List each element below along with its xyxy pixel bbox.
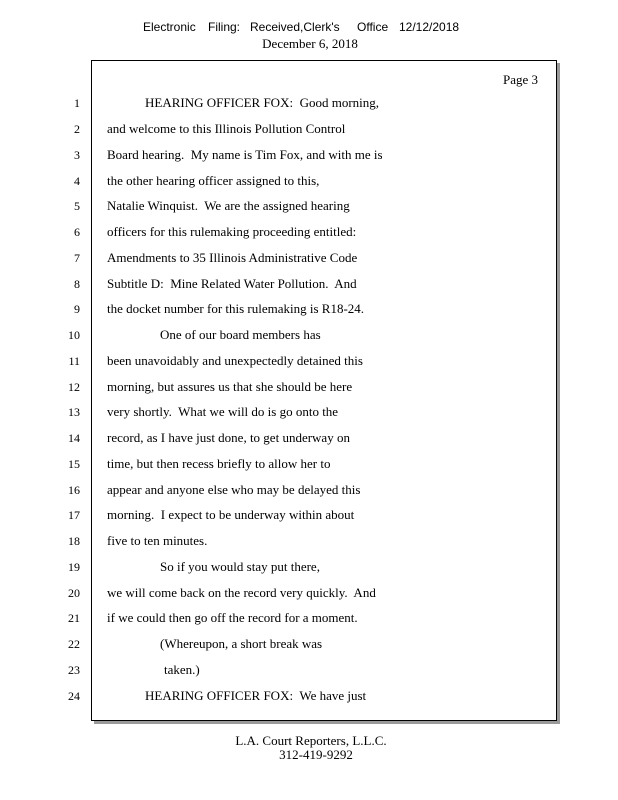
line-number: 20: [68, 586, 80, 600]
line-number: 24: [68, 689, 80, 703]
line-text: the other hearing officer assigned to this,: [107, 173, 320, 188]
line-number: 13: [68, 405, 80, 419]
line-text: time, but then recess briefly to allow her to: [107, 456, 331, 471]
line-number: 14: [68, 431, 80, 445]
line-number: 2: [74, 122, 80, 136]
line-text: officers for this rulemaking proceeding entitled:: [107, 224, 357, 239]
line-text: HEARING OFFICER FOX: Good morning,: [145, 95, 380, 110]
filing-stamp: [0, 20, 618, 36]
line-number: 4: [74, 174, 80, 188]
line-text: if we could then go off the record for a moment.: [107, 610, 358, 625]
line-text: taken.): [164, 662, 200, 677]
line-text: very shortly. What we will do is go onto the: [107, 404, 339, 419]
line-text: record, as I have just done, to get underway on: [107, 430, 350, 445]
line-number: 18: [68, 534, 80, 548]
line-number: 22: [68, 637, 80, 651]
page-number: Page 3: [503, 72, 539, 87]
court-reporter-name: L.A. Court Reporters, L.L.C.: [235, 733, 387, 748]
line-text: (Whereupon, a short break was: [160, 636, 323, 651]
line-number: 9: [74, 302, 80, 316]
line-number: 3: [74, 148, 80, 162]
line-number: 1: [74, 96, 80, 110]
line-number: 23: [68, 663, 80, 677]
filing-stamp-filing: Filing:: [208, 20, 241, 34]
line-text: been unavoidably and unexpectedly detained this: [107, 353, 363, 368]
line-text: Natalie Winquist. We are the assigned hearing: [107, 198, 350, 213]
hearing-date: December 6, 2018: [262, 36, 358, 51]
line-number: 19: [68, 560, 80, 574]
line-text: Board hearing. My name is Tim Fox, and with me is: [107, 147, 383, 162]
court-reporter-phone: 312-419-9292: [279, 747, 353, 762]
line-number: 6: [74, 225, 80, 239]
filing-stamp-electronic: Electronic: [143, 20, 196, 34]
line-text: we will come back on the record very quickly. And: [107, 585, 376, 600]
line-text: and welcome to this Illinois Pollution Control: [107, 121, 346, 136]
line-text: the docket number for this rulemaking is R18-24.: [107, 301, 365, 316]
line-text: Amendments to 35 Illinois Administrative Code: [107, 250, 358, 265]
line-text: appear and anyone else who may be delayed this: [107, 482, 361, 497]
line-text: Subtitle D: Mine Related Water Pollution. And: [107, 276, 357, 291]
line-number: 12: [68, 380, 80, 394]
line-number: 15: [68, 457, 80, 471]
line-number: 5: [74, 199, 80, 213]
line-number: 17: [68, 508, 80, 522]
filing-stamp-office: Office: [357, 20, 389, 34]
line-text: HEARING OFFICER FOX: We have just: [145, 688, 367, 703]
line-number: 11: [68, 354, 80, 368]
line-number: 10: [68, 328, 80, 342]
filing-stamp-received: Received,Clerk's: [250, 20, 340, 34]
line-number: 8: [74, 277, 80, 291]
line-text: five to ten minutes.: [107, 533, 208, 548]
line-text: One of our board members has: [160, 327, 321, 342]
line-text: So if you would stay put there,: [160, 559, 320, 574]
line-number: 7: [74, 251, 80, 265]
line-number: 21: [68, 611, 80, 625]
filing-stamp-date: 12/12/2018: [399, 20, 460, 34]
line-number: 16: [68, 483, 80, 497]
line-text: morning. I expect to be underway within about: [107, 507, 355, 522]
line-text: morning, but assures us that she should be here: [107, 379, 353, 394]
